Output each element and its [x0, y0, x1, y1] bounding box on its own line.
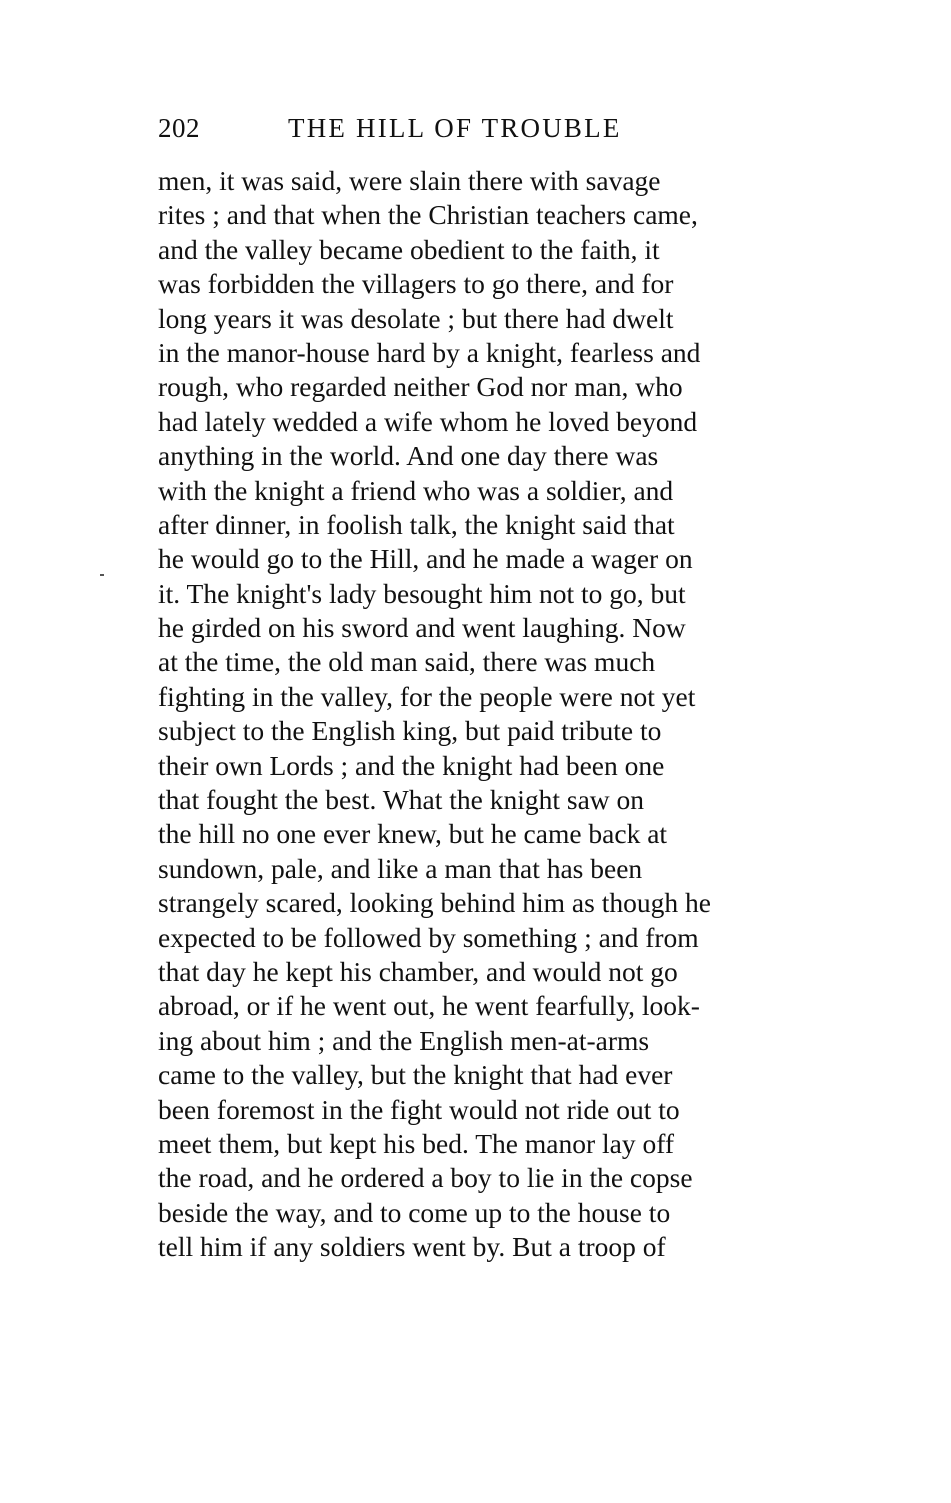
text-line: that day he kept his chamber, and would not go [158, 955, 678, 987]
text-line: he would go to the Hill, and he made a wager on [158, 543, 693, 575]
text-line: after dinner, in foolish talk, the knight said that [158, 508, 675, 540]
text-line: he girded on his sword and went laughing. Now [158, 612, 686, 644]
text-line: sundown, pale, and like a man that has been [158, 852, 643, 884]
text-line: anything in the world. And one day there was [158, 440, 659, 472]
text-line: subject to the English king, but paid tribute to [158, 715, 662, 747]
text-line: fighting in the valley, for the people were not yet [158, 680, 696, 712]
text-line: rites ; and that when the Christian teachers came, [158, 199, 698, 231]
running-head [158, 108, 823, 148]
text-line: strangely scared, looking behind him as though he [158, 887, 711, 919]
text-line: at the time, the old man said, there was much [158, 646, 656, 678]
text-line: their own Lords ; and the knight had been one [158, 749, 665, 781]
text-line: men, it was said, were slain there with savage [158, 165, 661, 196]
text-line: ing about him ; and the English men-at-arms [158, 1024, 650, 1056]
text-line: that fought the best. What the knight saw on [158, 784, 645, 816]
text-line: was forbidden the villagers to go there, and for [158, 268, 674, 300]
text-line: abroad, or if he went out, he went fearfully, look- [158, 990, 700, 1022]
text-line: tell him if any soldiers went by. But a troop of [158, 1231, 666, 1263]
text-line: rough, who regarded neither God nor man, who [158, 371, 683, 403]
text-line: came to the valley, but the knight that had ever [158, 1059, 673, 1091]
body-text [158, 164, 823, 1265]
text-line: been foremost in the fight would not ride out to [158, 1093, 680, 1125]
page-number: 202 [158, 113, 200, 143]
text-line: long years it was desolate ; but there had dwelt [158, 302, 674, 334]
margin-mark [100, 574, 104, 576]
text-line: meet them, but kept his bed. The manor lay off [158, 1127, 675, 1159]
text-line: and the valley became obedient to the faith, it [158, 233, 660, 265]
text-line: in the manor-house hard by a knight, fearless and [158, 336, 701, 368]
text-line: expected to be followed by something ; and from [158, 921, 699, 953]
text-line: had lately wedded a wife whom he loved beyond [158, 405, 698, 437]
text-line: the hill no one ever knew, but he came back at [158, 818, 668, 850]
text-line: the road, and he ordered a boy to lie in the copse [158, 1162, 693, 1194]
text-line: with the knight a friend who was a soldier, and [158, 474, 674, 506]
text-line: it. The knight's lady besought him not to go, but [158, 577, 686, 609]
running-title: THE HILL OF TROUBLE [288, 113, 622, 143]
text-line: beside the way, and to come up to the house to [158, 1196, 671, 1228]
